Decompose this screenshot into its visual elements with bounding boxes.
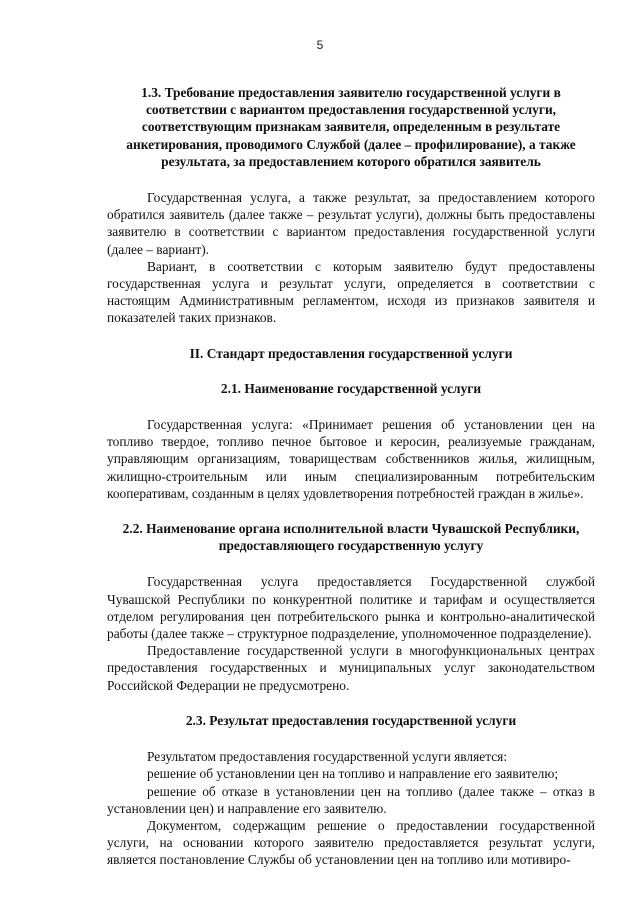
paragraph: Документом, содержащим решение о предоставлении государственной услуги, на основании которого заявителю предоставляется результат услуги, является постановление Службы об установлении цен на топливо или мотивиро- xyxy=(107,817,595,868)
paragraph: Предоставление государственной услуги в многофункциональных центрах предоставления государственных и муниципальных услуг законодательством Российской Федерации не предусмотрено. xyxy=(107,643,595,693)
paragraph: Результатом предоставления государственной услуги является: xyxy=(147,749,508,765)
paragraph: Государственная услуга предоставляется Государственной службой Чувашской Республики по конкурентной политике и тарифам и осуществляется отделом регулирования цен потребительского рынка и контрольно-аналитической работы (далее также – структурное подразделение, уполномоченное подразделение). xyxy=(107,574,595,642)
section-heading-1-3: 1.3. Требование предоставления заявителю государственной услуги в соответствии с вариантом предоставления государственной услуги, соответствующим признакам заявителя, определенным в результате анкетирования, проводимого Службой (далее – профилирование), а также результата, за предоставлением которого обратился заявитель xyxy=(126,85,576,169)
paragraph: решение об отказе в установлении цен на топливо (далее также – отказ в установлении цен) и направление его заявителю. xyxy=(107,783,595,816)
page-number: 5 xyxy=(316,38,324,52)
paragraph: решение об установлении цен на топливо и направление его заявителю; xyxy=(147,766,559,782)
section-heading-2-1: 2.1. Наименование государственной услуги xyxy=(220,380,482,396)
paragraph: Государственная услуга: «Принимает решения об установлении цен на топливо твердое, топливо печное бытовое и керосин, реализуемые гражданам, управляющим организациям, товариществам собственников жилья, жилищным, жилищно-строительным или иным специализированным потребительским кооперативам, созданным в целях удовлетворения потребностей граждан в жилье». xyxy=(107,417,595,501)
paragraph: Вариант, в соответствии с которым заявителю будут предоставлены государственная услуга и результат услуги, определяется в соответствии с настоящим Административным регламентом, исходя из признаков заявителя и показателей таких признаков. xyxy=(107,258,595,326)
section-heading-2-3: 2.3. Результат предоставления государственной услуги xyxy=(185,712,517,728)
document-body xyxy=(107,84,595,869)
section-heading-ii: II. Стандарт предоставления государственной услуги xyxy=(189,345,513,361)
section-heading-2-2: 2.2. Наименование органа исполнительной власти Чувашской Республики, предоставляющего государственную услугу xyxy=(122,521,580,554)
paragraph: Государственная услуга, а также результат, за предоставлением которого обратился заявитель (далее также – результат услуги), должны быть предоставлены заявителю в соответствии с вариантом предоставления государственной услуги (далее – вариант). xyxy=(107,190,595,257)
